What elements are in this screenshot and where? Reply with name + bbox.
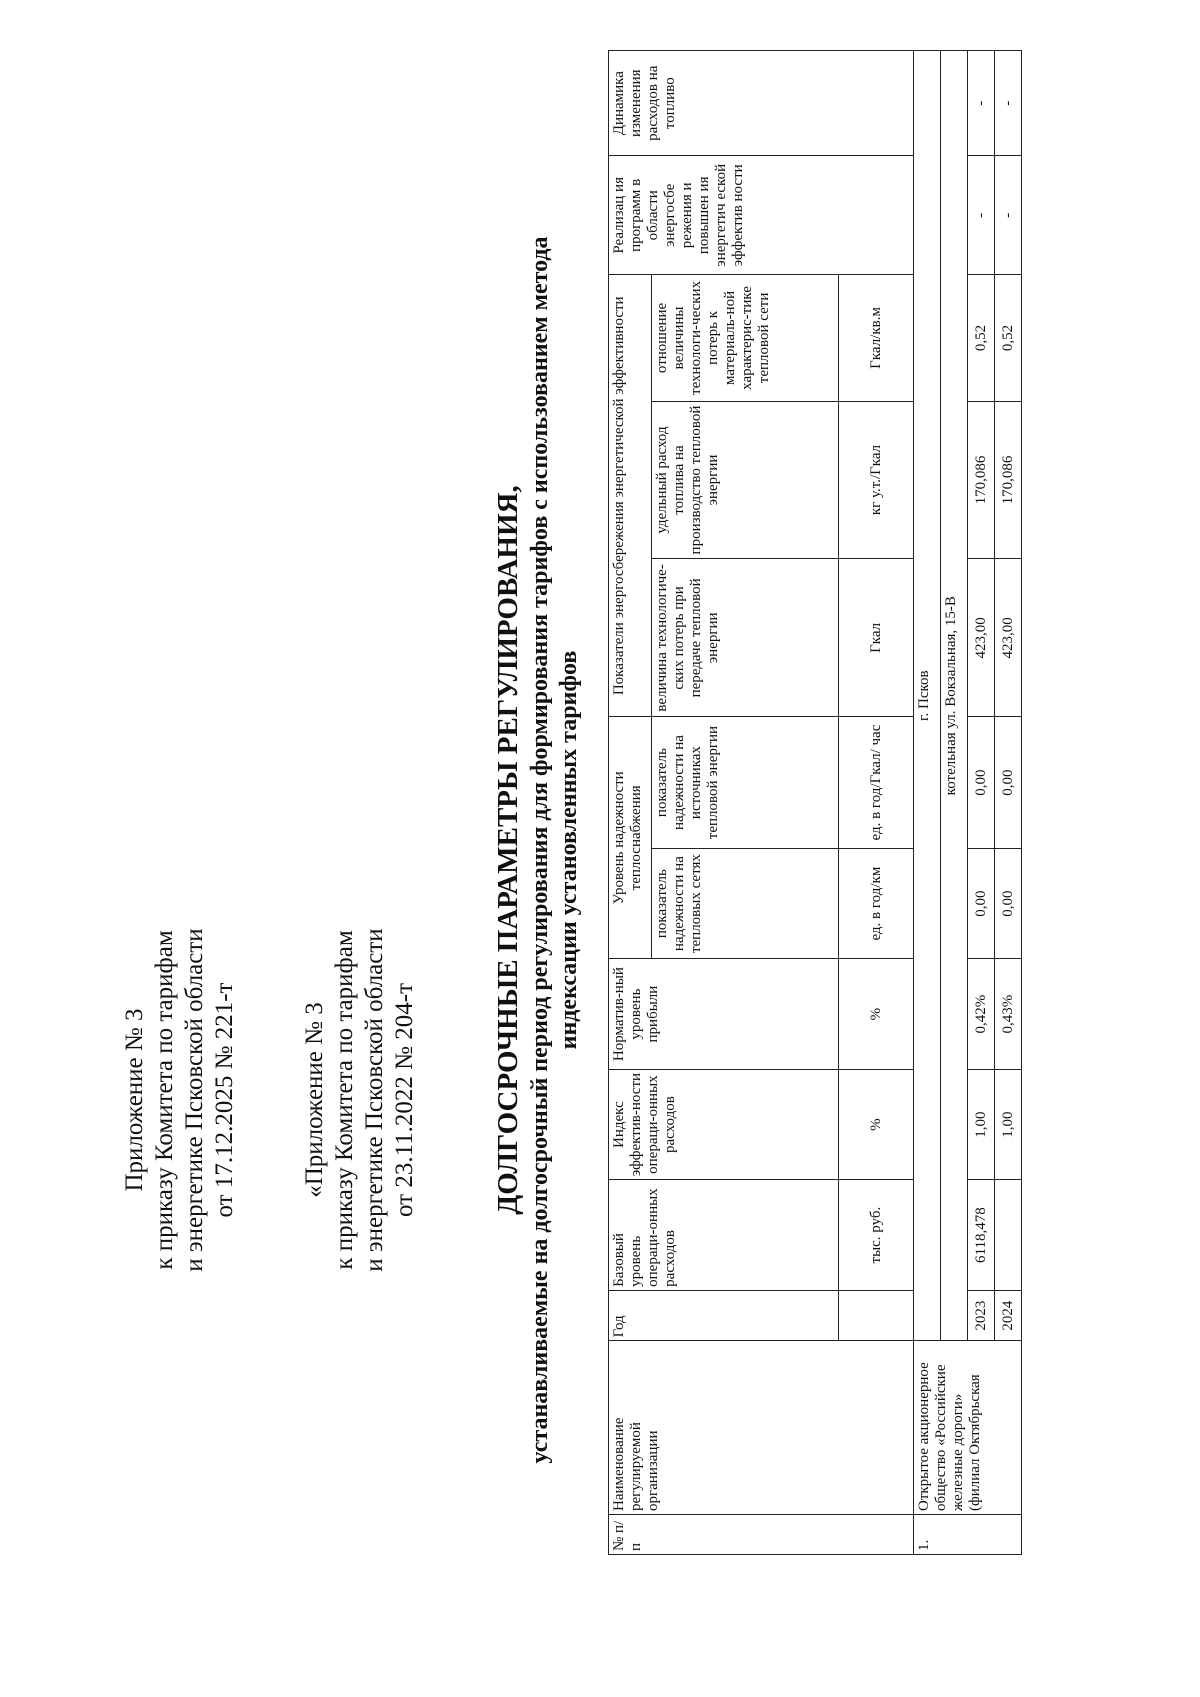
header-reliability-group: Уровень надежности теплоснабжения — [609, 717, 652, 959]
header-num: № п/п — [609, 1515, 914, 1555]
unit-reliability-sources: ед. в год/Гкал/ час — [839, 717, 914, 849]
cell-year: 2023 — [968, 1290, 995, 1341]
title-subtitle-line1: устанавливаемые на долгосрочный период регулирования для формирования тарифов с использованием метода — [527, 236, 553, 1464]
header-org: Наименование регулируемой организации — [609, 1341, 914, 1515]
header-region-line: и энергетике Псковской области — [181, 928, 208, 1272]
header-fuel-dynamics: Динамика изменения расходов на топливо — [609, 51, 914, 156]
header-norm-profit: Норматив-ный уровень прибыли — [609, 959, 839, 1070]
header-base-level: Базовый уровень операци-онных расходов — [609, 1180, 839, 1291]
cell-base-level — [995, 1180, 1022, 1291]
org-number: 1. — [914, 1515, 1022, 1555]
cell-base-level: 6118,478 — [968, 1180, 995, 1291]
cell-fuel-dynamics: - — [968, 51, 995, 156]
header-order-date: от 23.11.2022 № 204-т — [391, 982, 418, 1218]
cell-loss-ratio: 0,52 — [968, 275, 995, 401]
table-units-row — [839, 51, 914, 1555]
header-year: Год — [609, 1290, 839, 1341]
cell-losses: 423,00 — [995, 559, 1022, 717]
table-header-row — [609, 51, 652, 1555]
unit-norm-profit: % — [839, 959, 914, 1070]
cell-loss-ratio: 0,52 — [995, 275, 1022, 401]
header-previous-order — [300, 860, 420, 1340]
cell-rel-sources: 0,00 — [995, 717, 1022, 849]
unit-base-level: тыс. руб. — [839, 1180, 914, 1291]
unit-eff-index: % — [839, 1069, 914, 1180]
document-title — [490, 120, 584, 1580]
title-subtitle-line2: индексации установленных тарифов — [556, 650, 582, 1050]
header-loss-ratio: отношение величины технологи-ческих потерь к материаль-ной характерис-тике тепловой сети — [652, 275, 839, 401]
header-committee-line: к приказу Комитета по тарифам — [151, 930, 178, 1270]
cell-norm-profit: 0,43% — [995, 959, 1022, 1070]
cell-losses: 423,00 — [968, 559, 995, 717]
header-energy-group: Показатели энергосбережения энергетической эффективности — [609, 275, 652, 717]
cell-rel-networks: 0,00 — [995, 848, 1022, 959]
cell-fuel-dynamics: - — [995, 51, 1022, 156]
table-city-row — [914, 51, 941, 1555]
unit-losses: Гкал — [839, 559, 914, 717]
cell-program: - — [968, 156, 995, 275]
cell-eff-index: 1,00 — [995, 1069, 1022, 1180]
rotated-page — [50, 50, 1150, 1650]
cell-eff-index: 1,00 — [968, 1069, 995, 1180]
cell-fuel-rate: 170,086 — [968, 401, 995, 559]
cell-program: - — [995, 156, 1022, 275]
table-boiler-row — [941, 51, 968, 1555]
boiler-label: котельная ул. Вокзальная, 15-В — [941, 51, 968, 1341]
cell-rel-networks: 0,00 — [968, 848, 995, 959]
cell-year: 2024 — [995, 1290, 1022, 1341]
header-order-date: от 17.12.2025 № 221-т — [211, 982, 238, 1218]
header-losses: величина технологиче-ских потерь при передаче тепловой энергии — [652, 559, 839, 717]
header-region-line: и энергетике Псковской области — [361, 928, 388, 1272]
unit-loss-ratio: Гкал/кв.м — [839, 275, 914, 401]
cell-fuel-rate: 170,086 — [995, 401, 1022, 559]
header-reliability-sources: показатель надежности на источниках тепловой энергии — [652, 717, 839, 849]
parameters-table — [608, 50, 1022, 1555]
table-row — [995, 51, 1022, 1555]
title-main: ДОЛГОСРОЧНЫЕ ПАРАМЕТРЫ РЕГУЛИРОВАНИЯ, — [492, 485, 524, 1215]
header-committee-line: к приказу Комитета по тарифам — [331, 930, 358, 1270]
header-eff-index: Индекс эффектив-ности операци-онных расходов — [609, 1069, 839, 1180]
header-reliability-networks: показатель надежности на тепловых сетях — [652, 848, 839, 959]
header-fuel-rate: удельный расход топлива на производство тепловой энергии — [652, 401, 839, 559]
org-name: Открытое акционерное общество «Российские железные дороги» (филиал Октябрьская — [914, 1341, 1022, 1515]
table-row — [968, 51, 995, 1555]
city-label: г. Псков — [914, 51, 941, 1341]
header-appendix-label: Приложение № 3 — [121, 1008, 148, 1192]
header-appendix-label: «Приложение № 3 — [301, 1002, 328, 1198]
unit-fuel-rate: кг у.т./Гкал — [839, 401, 914, 559]
header-current-order — [120, 860, 240, 1340]
unit-reliability-networks: ед. в год/км — [839, 848, 914, 959]
cell-rel-sources: 0,00 — [968, 717, 995, 849]
header-program: Реализац ия программ в области энергосбе режения и повышен ия энергетич еской эффектив ности — [609, 156, 914, 275]
cell-norm-profit: 0,42% — [968, 959, 995, 1070]
